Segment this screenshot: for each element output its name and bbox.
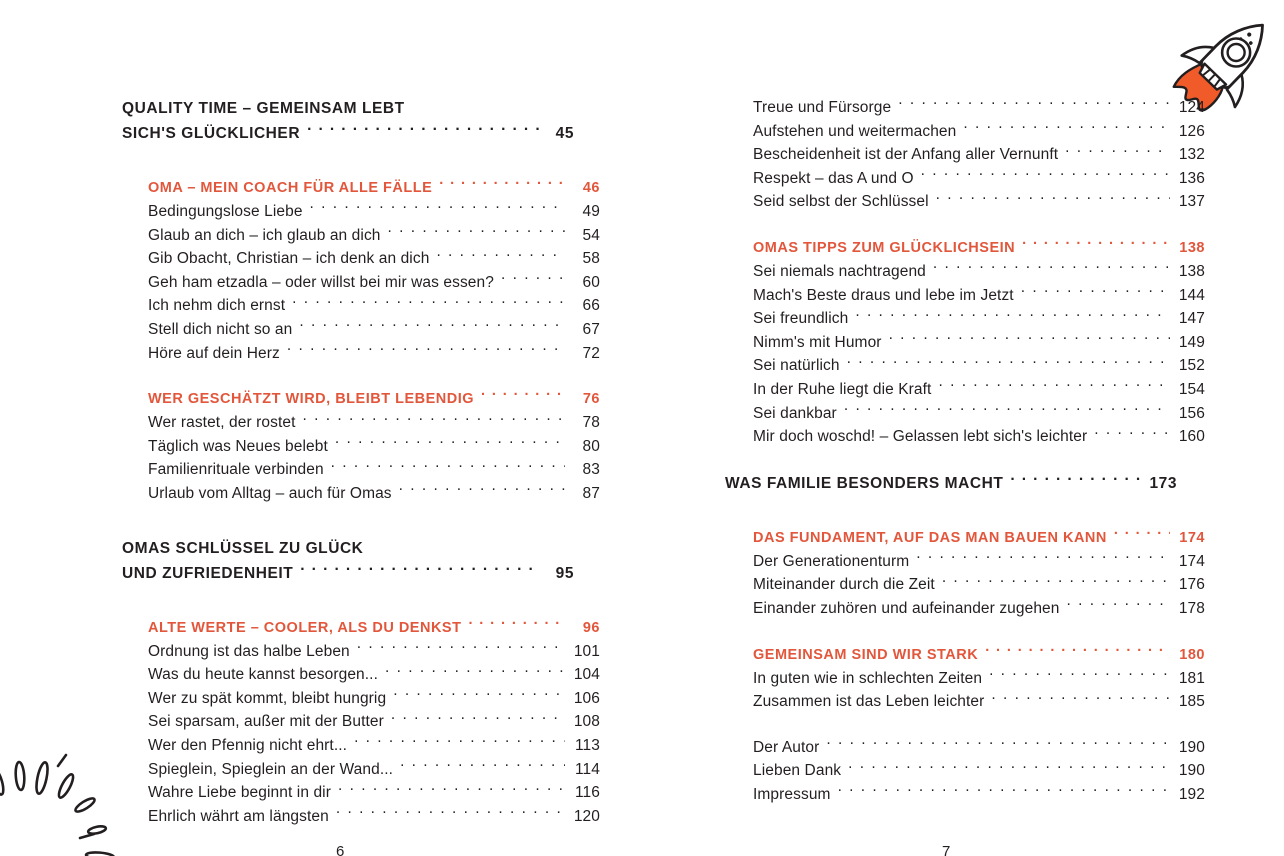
dot-leader <box>848 760 1170 776</box>
page-number: 173 <box>1149 474 1177 492</box>
page-number: 176 <box>1178 576 1205 594</box>
spacer <box>122 586 574 616</box>
toc-entry-title: Treue und Fürsorge <box>753 99 892 116</box>
toc-entry-row[interactable] <box>148 734 600 758</box>
dot-leader <box>393 687 565 703</box>
dot-leader <box>1022 237 1170 252</box>
dot-leader <box>963 120 1170 136</box>
toc-entry-title: Sei natürlich <box>753 357 840 375</box>
page-number: 181 <box>1178 669 1205 687</box>
dot-leader <box>436 248 565 264</box>
toc-chapter-row[interactable] <box>753 643 1205 667</box>
spacer <box>122 146 574 176</box>
page-number: 152 <box>1178 357 1205 375</box>
dot-leader <box>501 271 565 287</box>
page-number: 67 <box>582 320 600 338</box>
toc-entry-title: Ehrlich währt am längsten <box>148 807 329 825</box>
toc-entry-row[interactable] <box>753 402 1205 426</box>
page-number: 192 <box>1178 785 1205 803</box>
toc-entry-row[interactable] <box>753 143 1205 167</box>
toc-chapter-row[interactable] <box>148 387 600 411</box>
toc-entry-title: Miteinander durch die Zeit <box>753 576 935 594</box>
toc-part-title-line: QUALITY TIME – GEMEINSAM LEBT <box>122 100 405 117</box>
page-number: 54 <box>582 226 600 244</box>
dot-leader <box>938 378 1170 394</box>
dot-leader <box>354 734 565 750</box>
toc-entry-title: Ordnung ist das halbe Leben <box>148 642 350 660</box>
toc-entry-title: Einander zuhören und aufeinander zugehen <box>753 599 1060 617</box>
toc-entry-row[interactable] <box>148 687 600 711</box>
toc-entry-row[interactable] <box>148 781 600 805</box>
dot-leader <box>933 260 1170 276</box>
toc-entry-row[interactable] <box>148 224 600 248</box>
toc-entry-row[interactable] <box>753 783 1205 807</box>
toc-entry-row[interactable] <box>753 96 1205 120</box>
toc-entry-row[interactable] <box>148 758 600 782</box>
toc-entry-title: Der Generationenturm <box>753 552 910 570</box>
toc-chapter-row[interactable] <box>148 176 600 200</box>
starburst-icon <box>0 744 134 856</box>
toc-part-title-line: OMAS SCHLÜSSEL ZU GLÜCK <box>122 539 364 557</box>
toc-entry-title: Was du heute kannst besorgen... <box>148 666 378 684</box>
dot-leader <box>391 711 565 727</box>
toc-entry-title: Sei sparsam, außer mit der Butter <box>148 713 384 731</box>
page-number: 108 <box>573 713 600 731</box>
page-number: 190 <box>1178 738 1205 756</box>
dot-leader <box>942 574 1170 590</box>
toc-entry-row[interactable] <box>753 378 1205 402</box>
toc-entry-row[interactable] <box>148 294 600 318</box>
page-number: 132 <box>1178 146 1205 164</box>
toc-entry-title: Zusammen ist das Leben leichter <box>753 693 985 711</box>
page-number: 126 <box>1178 122 1205 140</box>
dot-leader <box>985 644 1170 659</box>
page-number: 137 <box>1178 193 1205 211</box>
dot-leader <box>936 191 1170 207</box>
page-number: 66 <box>582 297 600 315</box>
toc-entry-title: Bedingungslose Liebe <box>148 203 303 220</box>
page-number: 178 <box>1178 599 1205 617</box>
dot-leader <box>1010 472 1142 488</box>
dot-leader <box>357 640 565 656</box>
page-number: 78 <box>582 414 600 432</box>
dot-leader <box>439 178 565 193</box>
toc-entry-title: Höre auf dein Herz <box>148 344 280 362</box>
toc-entry-row[interactable] <box>753 284 1205 308</box>
toc-entry-title: Geh ham etzadla – oder willst bei mir was essen? <box>148 273 494 291</box>
toc-entry-row[interactable] <box>753 120 1205 144</box>
toc-chapter-title: WER GESCHÄTZT WIRD, BLEIBT LEBENDIG <box>148 391 475 408</box>
spacer <box>725 496 1177 526</box>
page-number: 190 <box>1178 762 1205 780</box>
toc-entry-title: Bescheidenheit ist der Anfang aller Vernunft <box>753 146 1059 164</box>
toc-entry-title: Seid selbst der Schlüssel <box>753 193 929 211</box>
page-number: 83 <box>582 461 600 479</box>
dot-leader <box>838 783 1170 799</box>
dot-leader <box>889 331 1170 347</box>
toc-part-title-line: WAS FAMILIE BESONDERS MACHT <box>725 474 1004 492</box>
toc-entry-row[interactable] <box>753 573 1205 597</box>
dot-leader <box>1021 284 1170 300</box>
toc-part-row[interactable] <box>122 561 574 586</box>
toc-entry-title: Wer rastet, der rostet <box>148 414 296 432</box>
toc-entry-row[interactable] <box>148 663 600 687</box>
dot-leader <box>300 562 539 578</box>
toc-entry-title: Wahre Liebe beginnt in dir <box>148 784 331 802</box>
page-number: 104 <box>573 666 600 684</box>
toc-chapter-row[interactable] <box>753 526 1205 550</box>
toc-chapter-title: ALTE WERTE – COOLER, ALS DU DENKST <box>148 619 462 636</box>
dot-leader <box>921 167 1170 183</box>
dot-leader <box>338 782 565 798</box>
toc-entry-title: Respekt – das A und O <box>753 169 914 187</box>
toc-left-column <box>122 96 600 828</box>
dot-leader <box>1065 144 1170 160</box>
dot-leader <box>336 805 565 821</box>
toc-entry-title: Täglich was Neues belebt <box>148 437 328 455</box>
dot-leader <box>898 97 1170 113</box>
dot-leader <box>916 550 1170 566</box>
toc-entry-row[interactable] <box>753 331 1205 355</box>
toc-entry-row[interactable] <box>148 200 600 224</box>
toc-entry-title: In der Ruhe liegt die Kraft <box>753 380 932 398</box>
toc-chapter-title: OMA – MEIN COACH FÜR ALLE FÄLLE <box>148 180 433 196</box>
toc-entry-title: Stell dich nicht so an <box>148 320 293 338</box>
folio-left: 6 <box>336 843 345 856</box>
toc-part-title-line: SICH'S GLÜCKLICHER <box>122 125 301 142</box>
toc-entry-title: Gib Obacht, Christian – ich denk an dich <box>148 250 430 268</box>
dot-leader <box>844 402 1170 418</box>
dot-leader <box>399 482 565 498</box>
dot-leader <box>292 295 565 311</box>
dot-leader <box>299 318 565 334</box>
dot-leader <box>1067 597 1171 613</box>
page-number: 46 <box>582 180 600 196</box>
dot-leader <box>991 691 1170 707</box>
dot-leader <box>481 389 565 404</box>
page-number: 185 <box>1178 693 1205 711</box>
toc-entry-row[interactable] <box>148 247 600 271</box>
toc-chapter-title: OMAS TIPPS ZUM GLÜCKLICHSEIN <box>753 239 1016 256</box>
page-number: 95 <box>555 564 574 582</box>
toc-entry-row[interactable] <box>753 307 1205 331</box>
page-number: 60 <box>582 273 600 291</box>
toc-entry-row[interactable] <box>753 759 1205 783</box>
toc-entry-row[interactable] <box>753 597 1205 621</box>
toc-entry-row[interactable] <box>148 458 600 482</box>
toc-right-column <box>725 96 1205 806</box>
toc-entry-row[interactable] <box>753 550 1205 574</box>
page-number: 136 <box>1178 169 1205 187</box>
toc-entry-title: Wer zu spät kommt, bleibt hungrig <box>148 689 387 707</box>
toc-entry-title: Glaub an dich – ich glaub an dich <box>148 226 381 244</box>
toc-entry-title: Lieben Dank <box>753 762 842 780</box>
toc-entry-row[interactable] <box>753 354 1205 378</box>
toc-entry-title: Mir doch woschd! – Gelassen lebt sich's leichter <box>753 428 1088 446</box>
toc-entry-title: Wer den Pfennig nicht ehrt... <box>148 736 348 754</box>
dot-leader <box>331 459 565 475</box>
page-number: 154 <box>1178 380 1205 398</box>
page-number: 72 <box>582 344 600 362</box>
page-number: 174 <box>1178 552 1205 570</box>
dot-leader <box>826 736 1170 752</box>
page-number: 116 <box>574 784 600 802</box>
toc-entry-row[interactable] <box>148 640 600 664</box>
toc-chapter-title: GEMEINSAM SIND WIR STARK <box>753 646 979 663</box>
page-number: 80 <box>582 437 600 455</box>
toc-part <box>122 96 574 146</box>
toc-entry-row[interactable] <box>753 667 1205 691</box>
page-number: 180 <box>1179 646 1205 663</box>
toc-entry-title: Mach's Beste draus und lebe im Jetzt <box>753 286 1014 304</box>
page-number: 124 <box>1178 99 1205 116</box>
toc-entry-row[interactable] <box>753 690 1205 714</box>
spacer <box>122 365 574 387</box>
page-number: 58 <box>582 250 600 268</box>
toc-entry-title: Ich nehm dich ernst <box>148 297 286 315</box>
toc-chapter-row[interactable] <box>753 236 1205 260</box>
page-number: 156 <box>1178 404 1205 422</box>
toc-part-row[interactable] <box>725 471 1177 496</box>
spacer <box>122 506 574 536</box>
toc-part-row[interactable] <box>122 121 574 146</box>
dot-leader <box>303 412 566 428</box>
page-number: 147 <box>1178 310 1205 328</box>
toc-entry-title: Aufstehen und weitermachen <box>753 122 957 140</box>
toc-entry-title: Impressum <box>753 785 831 803</box>
toc-entry-title: Der Autor <box>753 738 820 756</box>
dot-leader <box>989 667 1170 683</box>
page-number: 138 <box>1179 239 1205 256</box>
toc-entry-row[interactable] <box>753 167 1205 191</box>
page-number: 174 <box>1179 529 1205 546</box>
toc-entry-row[interactable] <box>148 342 600 366</box>
page-number: 120 <box>573 807 600 825</box>
toc-entry-row[interactable] <box>753 736 1205 760</box>
page-number: 45 <box>555 125 574 142</box>
toc-entry-title: Sei niemals nachtragend <box>753 262 926 280</box>
page-number: 106 <box>573 689 600 707</box>
spacer <box>725 621 1177 643</box>
toc-entry-row[interactable] <box>148 482 600 506</box>
dot-leader <box>335 435 565 451</box>
folio-right: 7 <box>942 843 951 856</box>
page-number: 113 <box>574 736 600 754</box>
toc-entry-row[interactable] <box>148 710 600 734</box>
spacer <box>725 714 1177 736</box>
dot-leader <box>310 201 565 217</box>
dot-leader <box>400 758 565 774</box>
page-number: 149 <box>1178 333 1205 351</box>
dot-leader <box>468 617 565 632</box>
page-number: 138 <box>1178 262 1205 280</box>
dot-leader <box>1094 426 1170 442</box>
toc-chapter-row[interactable] <box>148 616 600 640</box>
toc-entry-title: Familienrituale verbinden <box>148 461 324 479</box>
spacer <box>725 214 1177 236</box>
dot-leader <box>388 224 565 240</box>
dot-leader <box>1114 527 1170 542</box>
toc-entry-row[interactable] <box>148 271 600 295</box>
toc-entry-title: In guten wie in schlechten Zeiten <box>753 669 983 687</box>
toc-entry-title: Sei dankbar <box>753 404 837 422</box>
page-number: 49 <box>582 203 600 220</box>
toc-entry-title: Spieglein, Spieglein an der Wand... <box>148 760 394 778</box>
page-number: 101 <box>573 642 600 660</box>
page-number: 114 <box>574 760 600 778</box>
page-number: 144 <box>1178 286 1205 304</box>
page-number: 76 <box>582 391 600 408</box>
toc-entry-row[interactable] <box>148 318 600 342</box>
toc-entry-row[interactable] <box>148 411 600 435</box>
toc-entry-title: Urlaub vom Alltag – auch für Omas <box>148 484 392 502</box>
dot-leader <box>287 342 565 358</box>
toc-entry-title: Sei freundlich <box>753 310 849 328</box>
dot-leader <box>307 123 539 139</box>
toc-chapter-title: DAS FUNDAMENT, AUF DAS MAN BAUEN KANN <box>753 529 1107 546</box>
toc-part <box>122 536 574 586</box>
dot-leader <box>847 355 1170 371</box>
toc-entry-row[interactable] <box>753 425 1205 449</box>
page-number: 96 <box>582 619 600 636</box>
page-number: 160 <box>1178 428 1205 446</box>
dot-leader <box>385 664 565 680</box>
toc-entry-row[interactable] <box>148 805 600 829</box>
toc-entry-row[interactable] <box>148 435 600 459</box>
toc-part-title-line: UND ZUFRIEDENHEIT <box>122 564 294 582</box>
toc-entry-title: Nimm's mit Humor <box>753 333 882 351</box>
toc-entry-row[interactable] <box>753 190 1205 214</box>
page-number: 87 <box>582 484 600 502</box>
dot-leader <box>855 308 1170 324</box>
toc-entry-row[interactable] <box>753 260 1205 284</box>
spacer <box>725 449 1177 471</box>
